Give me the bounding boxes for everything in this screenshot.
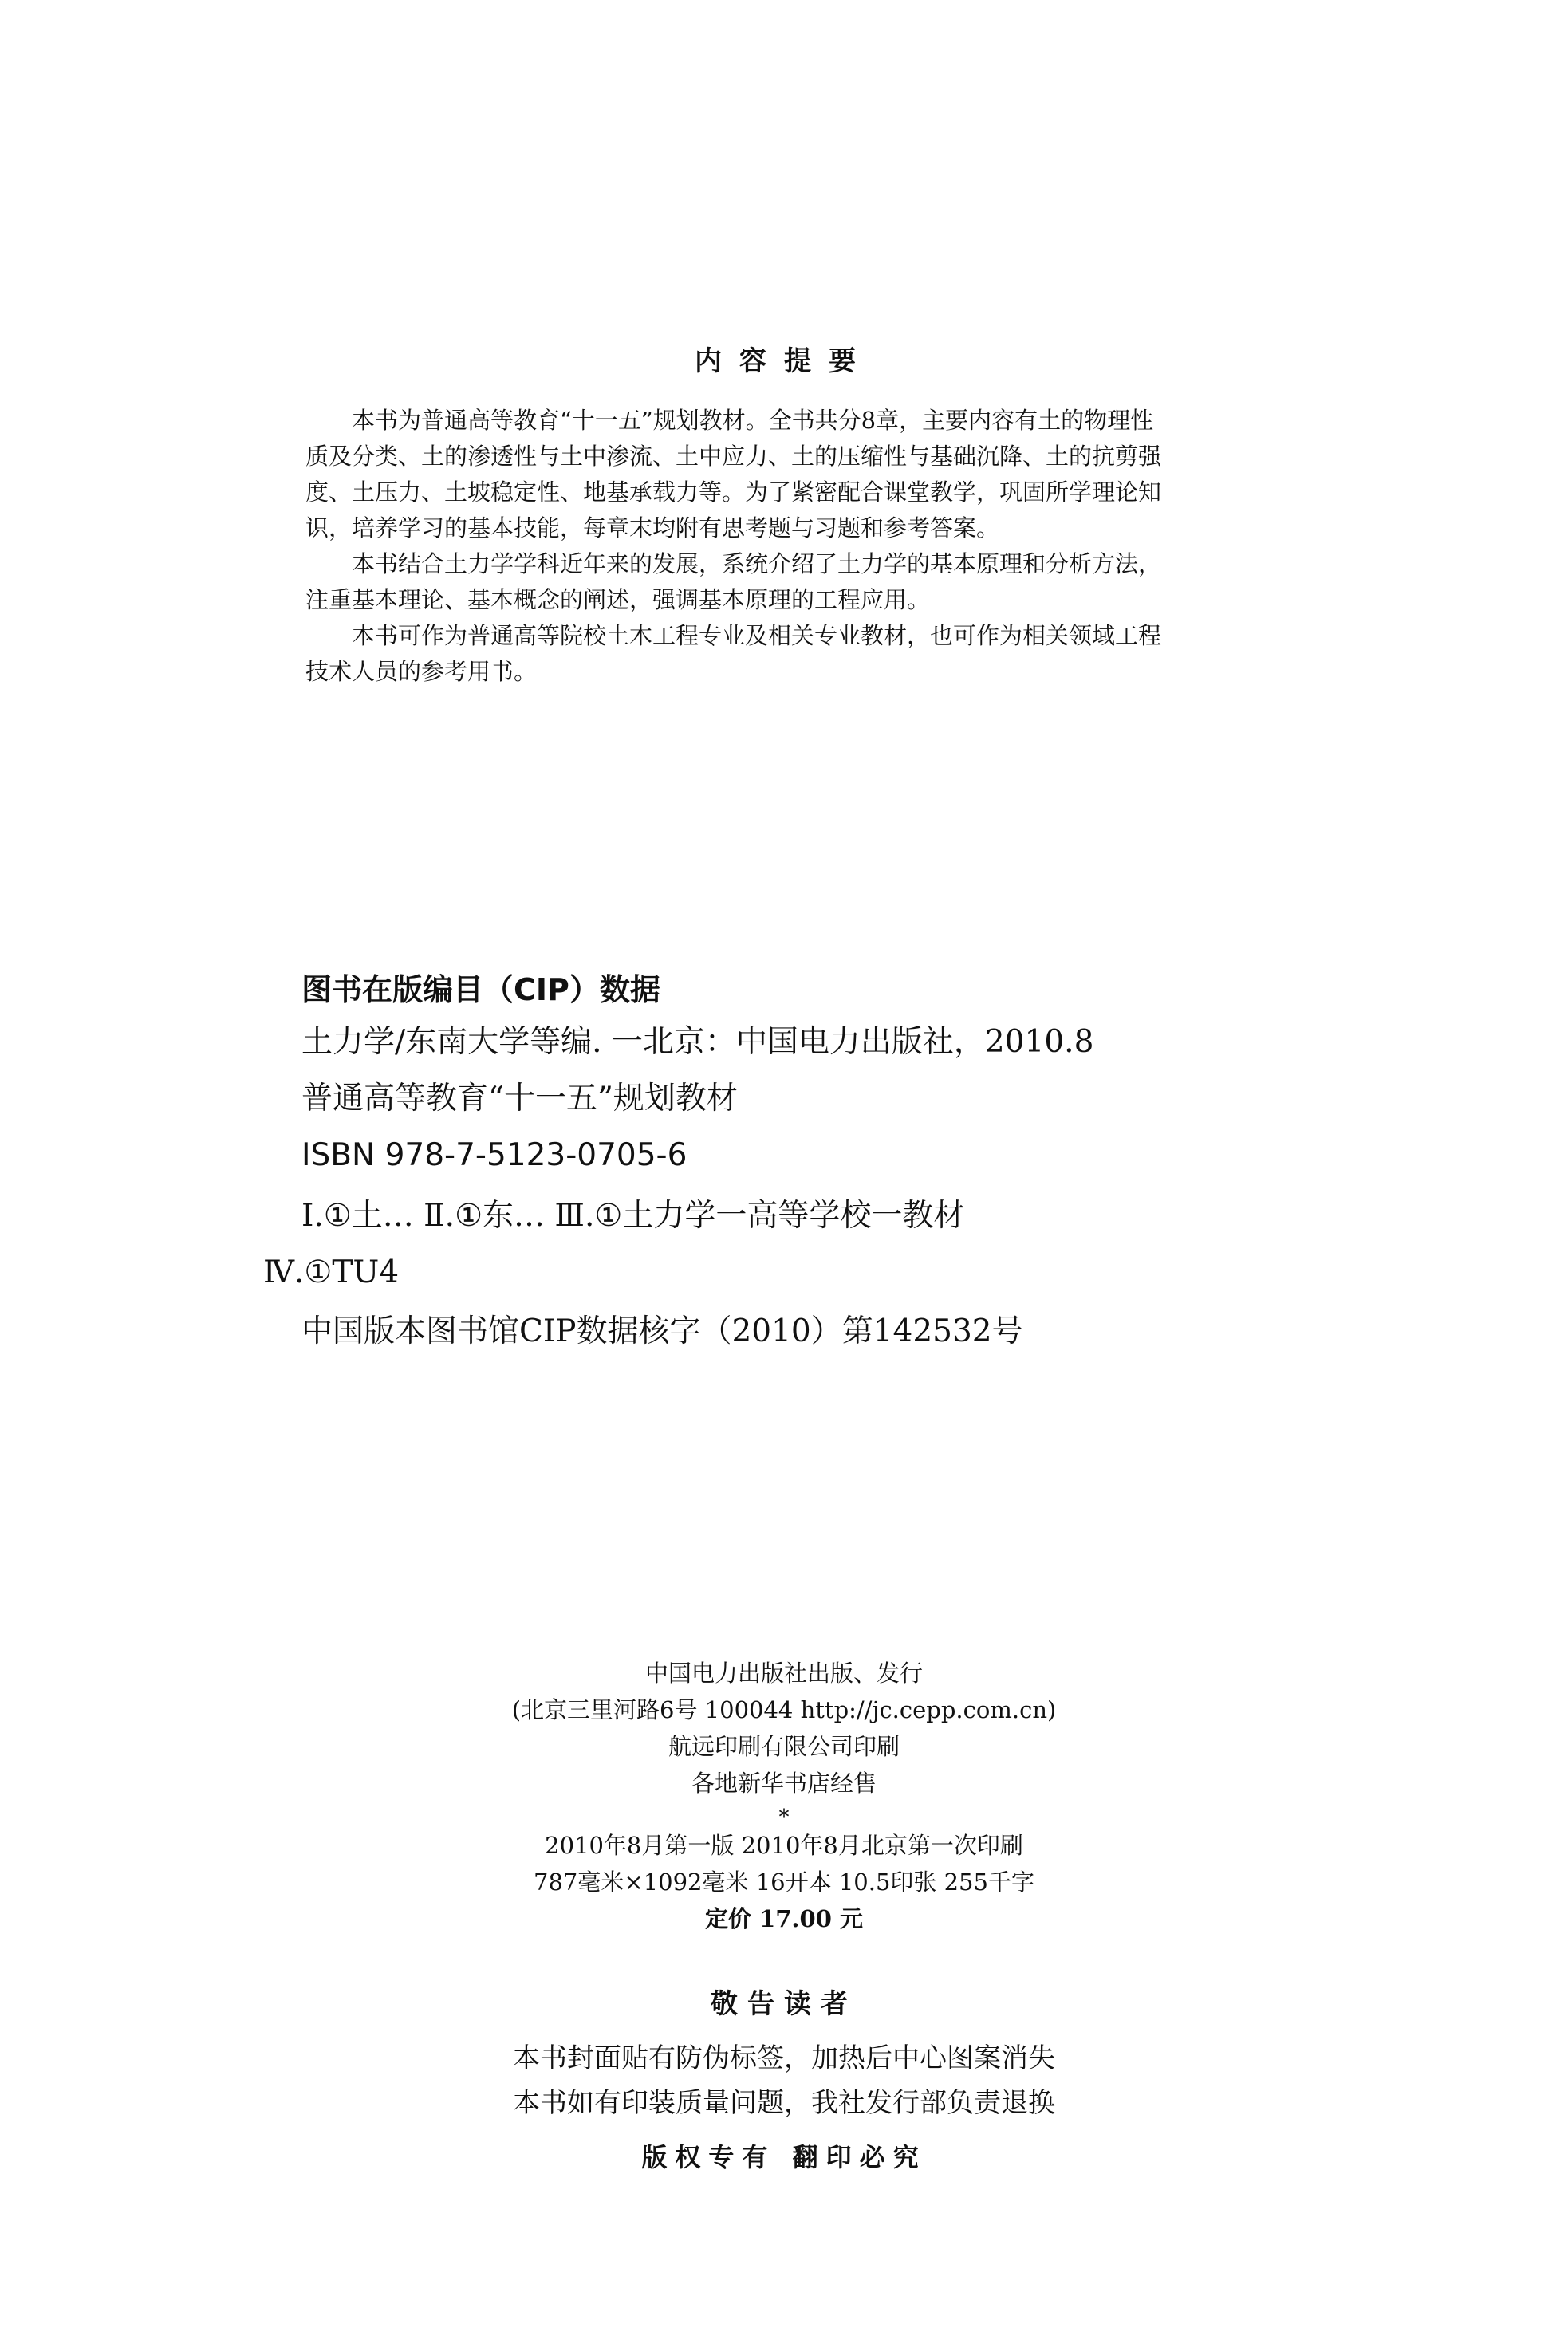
distributor: 各地新华书店经售	[691, 1770, 877, 1797]
summary-body	[305, 403, 1168, 690]
cip-subject-line: Ⅰ.①土… Ⅱ.①东… Ⅲ.①土力学一高等学校一教材	[301, 1198, 965, 1234]
separator-star: *	[778, 1806, 790, 1829]
price: 定价 17.00 元	[704, 1905, 863, 1932]
cip-classification: Ⅳ.①TU4	[263, 1254, 400, 1290]
cip-record-number: 中国版本图书馆CIP数据核字（2010）第142532号	[301, 1313, 1023, 1349]
notice-line: 本书如有印装质量问题，我社发行部负责退换	[513, 2087, 1055, 2119]
cip-title-author-line: 土力学/东南大学等编. 一北京：中国电力出版社，2010.8	[301, 1024, 1094, 1060]
publisher-address: (北京三里河路6号 100044 http://jc.cepp.com.cn)	[511, 1696, 1057, 1723]
publisher-block	[0, 1655, 1568, 1937]
cip-series-line: 普通高等教育“十一五”规划教材	[301, 1081, 738, 1116]
summary-paragraph: 本书结合土力学学科近年来的发展，系统介绍了土力学的基本原理和分析方法，注重基本理论、基本概念的阐述，强调基本原理的工程应用。	[305, 550, 1162, 613]
notice-title: 敬告读者	[711, 1988, 857, 2020]
cip-title: 图书在版编目（CIP）数据	[301, 972, 660, 1007]
summary-title: 内容提要	[695, 345, 873, 377]
edition-info: 2010年8月第一版 2010年8月北京第一次印刷	[545, 1832, 1023, 1859]
summary-paragraph: 本书为普通高等教育“十一五”规划教材。全书共分8章，主要内容有土的物理性质及分类、土的渗透性与土中渗流、土中应力、土的压缩性与基础沉降、土的抗剪强度、土压力、土坡稳定性、地基承载力等。为了紧密配合课堂教学，巩固所学理论知识，培养学习的基本技能，每章末均附有思考题与习题和参考答案。	[305, 407, 1162, 541]
cip-isbn: ISBN 978-7-5123-0705-6	[301, 1137, 687, 1173]
format-specs: 787毫米×1092毫米 16开本 10.5印张 255千字	[534, 1869, 1034, 1896]
notice-line: 本书封面贴有防伪标签，加热后中心图案消失	[513, 2042, 1055, 2074]
summary-paragraph: 本书可作为普通高等院校土木工程专业及相关专业教材，也可作为相关领域工程技术人员的参考用书。	[305, 622, 1162, 685]
printer-name: 航远印刷有限公司印刷	[668, 1733, 900, 1760]
copyright-notice: 版权专有 翻印必究	[641, 2142, 927, 2172]
notice-block	[0, 2036, 1568, 2125]
publisher-name: 中国电力出版社出版、发行	[644, 1660, 923, 1687]
